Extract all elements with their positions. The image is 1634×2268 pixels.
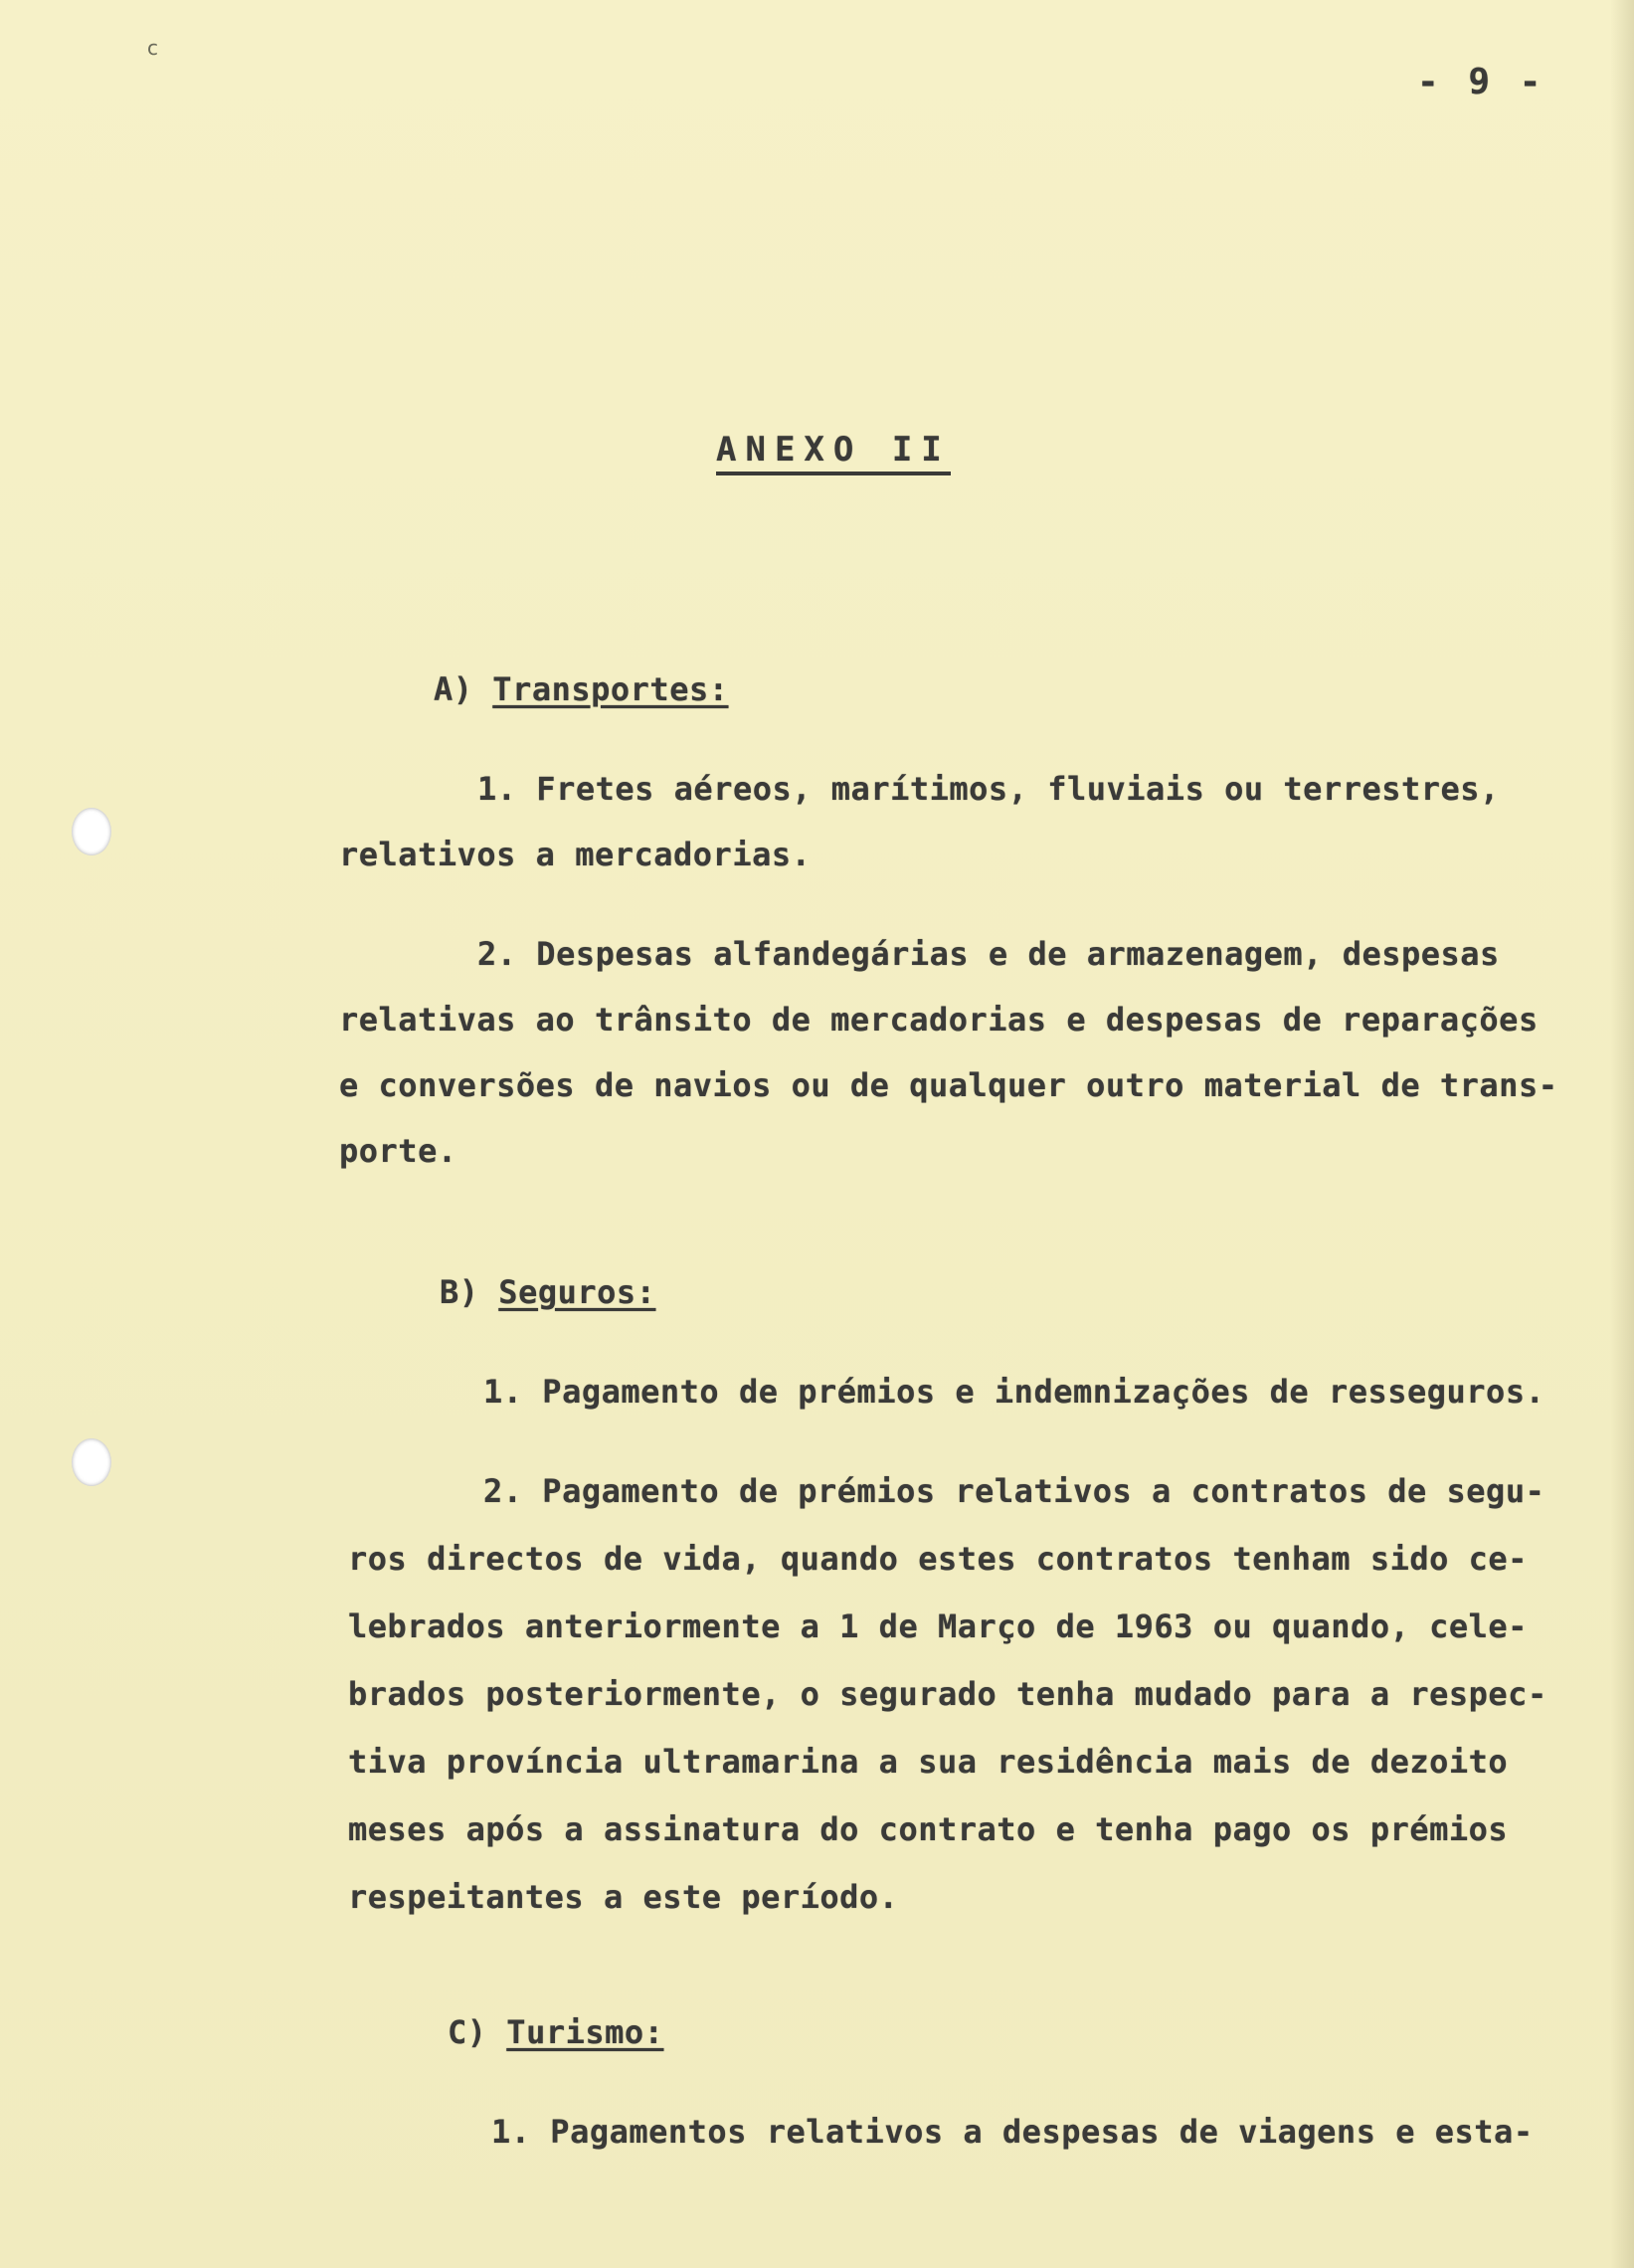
section-letter: A) xyxy=(434,670,473,708)
paragraph-line: relativos a mercadorias. xyxy=(339,836,812,873)
section-heading-b xyxy=(440,1273,655,1311)
paragraph-line: respeitantes a este período. xyxy=(348,1878,899,1916)
punch-hole-bottom xyxy=(72,1438,111,1486)
section-heading-c xyxy=(448,2013,663,2051)
page-number: - 9 - xyxy=(1417,62,1545,102)
paragraph-line: relativas ao trânsito de mercadorias e despesas de reparações xyxy=(339,1001,1539,1039)
paragraph-line: porte. xyxy=(339,1132,457,1170)
annex-title: ANEXO II xyxy=(716,430,951,475)
paragraph-line: brados posteriormente, o segurado tenha mudado para a respec- xyxy=(348,1675,1547,1713)
paragraph-line: tiva província ultramarina a sua residência mais de dezoito xyxy=(348,1743,1509,1781)
paragraph-line: lebrados anteriormente a 1 de Março de 1963 ou quando, cele- xyxy=(348,1607,1528,1645)
paragraph-line: meses após a assinatura do contrato e tenha pago os prémios xyxy=(348,1810,1509,1848)
paragraph-line: e conversões de navios ou de qualquer outro material de trans- xyxy=(339,1066,1558,1104)
section-title: Transportes: xyxy=(492,670,729,708)
section-title: Seguros: xyxy=(498,1273,656,1311)
paragraph-line: 1. Pagamento de prémios e indemnizações de resseguros. xyxy=(483,1373,1545,1411)
paragraph-line: 1. Fretes aéreos, marítimos, fluviais ou terrestres, xyxy=(477,770,1500,808)
paragraph-line: 2. Pagamento de prémios relativos a contratos de segu- xyxy=(483,1472,1545,1510)
page-edge-shadow xyxy=(1610,0,1634,2268)
punch-hole-top xyxy=(72,808,111,855)
section-heading-a xyxy=(434,670,728,708)
corner-mark: c xyxy=(147,36,158,60)
paragraph-line: ros directos de vida, quando estes contratos tenham sido ce- xyxy=(348,1540,1528,1578)
section-letter: B) xyxy=(440,1273,479,1311)
section-title: Turismo: xyxy=(506,2013,664,2051)
paragraph-line: 1. Pagamentos relativos a despesas de viagens e esta- xyxy=(491,2113,1534,2151)
paragraph-line: 2. Despesas alfandegárias e de armazenagem, despesas xyxy=(477,935,1500,973)
section-letter: C) xyxy=(448,2013,487,2051)
